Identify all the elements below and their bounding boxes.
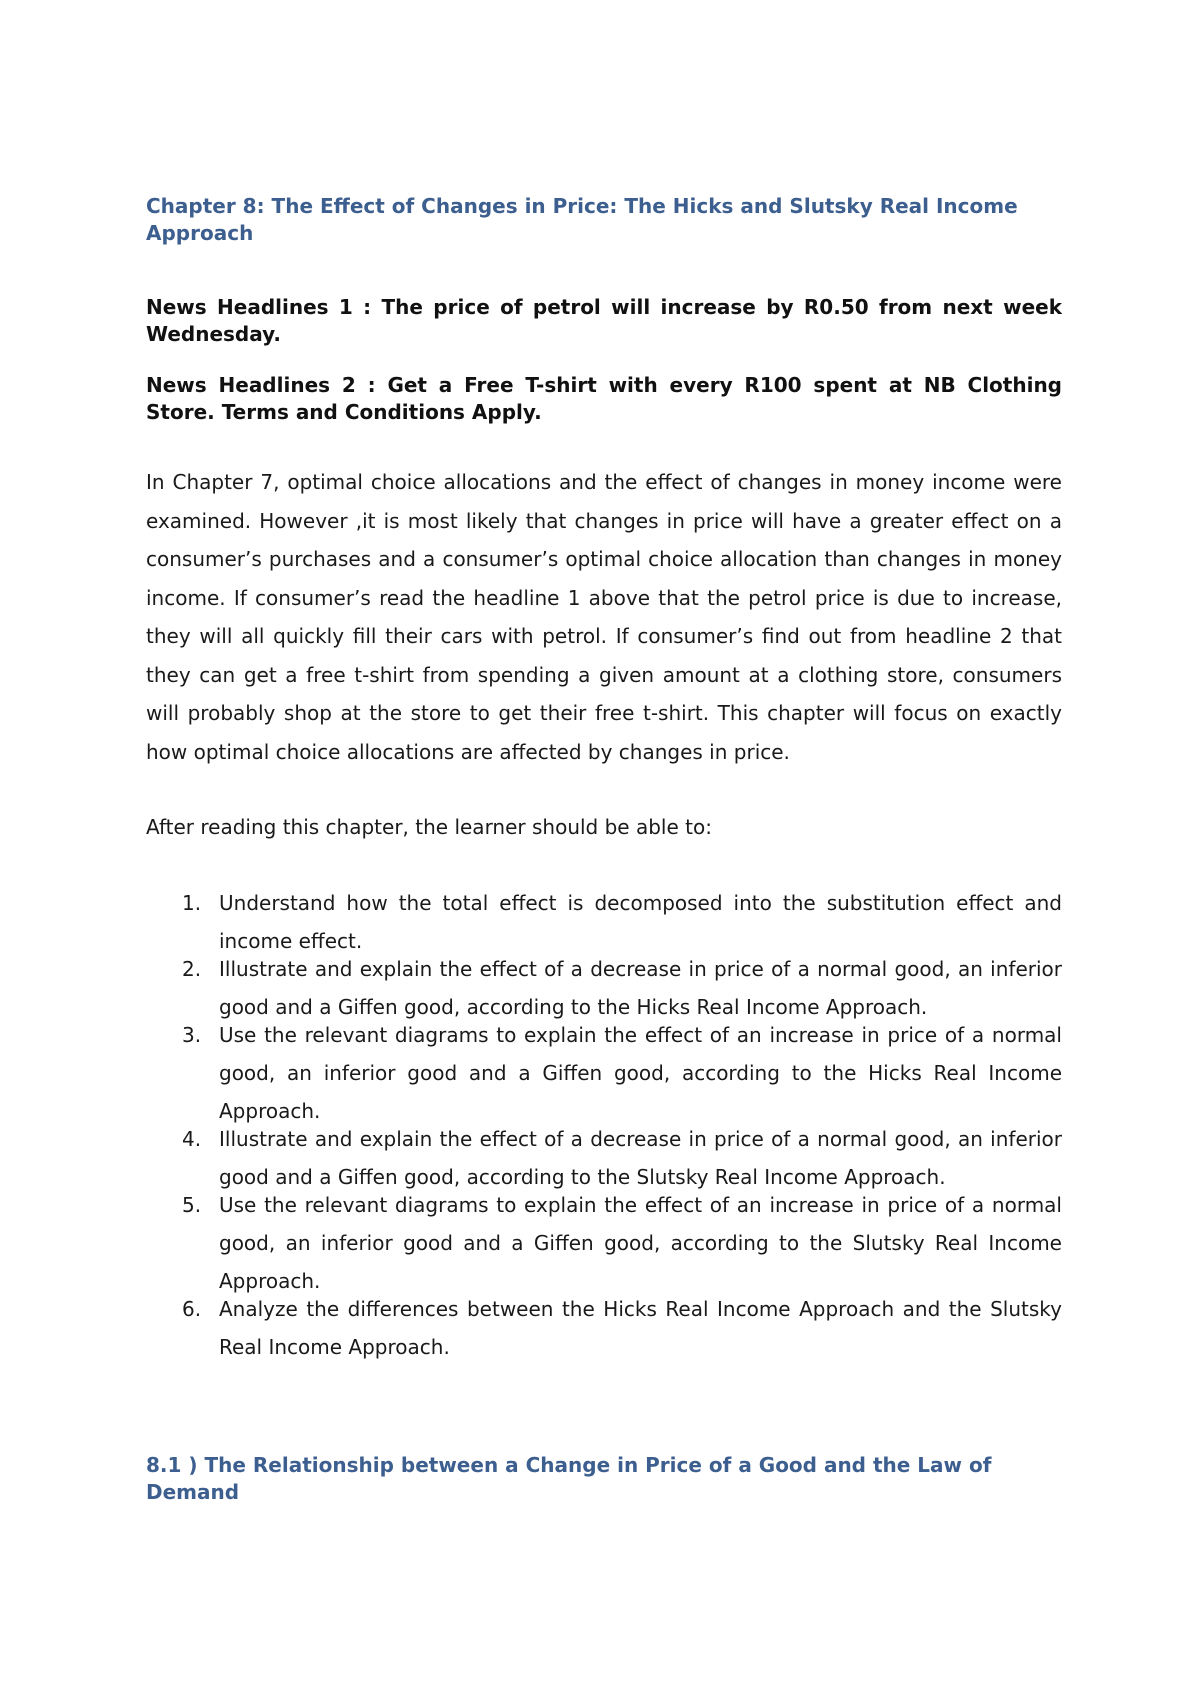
section-heading: 8.1 ) The Relationship between a Change in Price of a Good and the Law of Demand — [146, 1453, 992, 1504]
intro-paragraph: In Chapter 7, optimal choice allocations and the effect of changes in money income were examined. However ,it is most likely that changes in price will have a greater effect on a consumer’s purchases and a consumer’s optimal choice allocation than changes in money income. If consumer’s read the headline 1 above that the petrol price is due to increase, they will all quickly fill their cars with petrol. If consumer’s find out from headline 2 that they can get a free t-shirt from spending a given amount at a clothing store, consumers will probably shop at the store to get their free t-shirt. This chapter will focus on exactly how optimal choice allocations are affected by changes in price. — [146, 470, 1062, 764]
list-item-text: Use the relevant diagrams to explain the effect of an increase in price of a normal good, an inferior good and a Giffen good, according to the Slutsky Real Income Approach. — [219, 1193, 1062, 1293]
list-item — [146, 1120, 1062, 1196]
list-item — [146, 950, 1062, 1026]
list-item-number: 3. — [182, 1023, 202, 1047]
news-headline-2: News Headlines 2 : Get a Free T-shirt with every R100 spent at NB Clothing Store. Terms and Conditions Apply. — [146, 373, 1062, 424]
list-item — [146, 1290, 1062, 1366]
list-item — [146, 884, 1062, 960]
news-headline-1: News Headlines 1 : The price of petrol will increase by R0.50 from next week Wednesday. — [146, 295, 1062, 346]
list-item-number: 4. — [182, 1127, 202, 1151]
list-item-text: Analyze the differences between the Hicks Real Income Approach and the Slutsky Real Income Approach. — [219, 1297, 1062, 1359]
objectives-list — [146, 884, 1062, 1366]
list-item-text: Understand how the total effect is decomposed into the substitution effect and income effect. — [219, 891, 1062, 953]
list-item-number: 1. — [182, 891, 202, 915]
list-item-text: Illustrate and explain the effect of a decrease in price of a normal good, an inferior good and a Giffen good, according to the Slutsky Real Income Approach. — [219, 1127, 1062, 1189]
list-item — [146, 1016, 1062, 1130]
objectives-intro: After reading this chapter, the learner should be able to: — [146, 815, 712, 839]
list-item-text: Illustrate and explain the effect of a decrease in price of a normal good, an inferior good and a Giffen good, according to the Hicks Real Income Approach. — [219, 957, 1062, 1019]
list-item — [146, 1186, 1062, 1300]
list-item-number: 6. — [182, 1297, 202, 1321]
chapter-title: Chapter 8: The Effect of Changes in Price: The Hicks and Slutsky Real Income Approach — [146, 194, 1018, 245]
list-item-text: Use the relevant diagrams to explain the effect of an increase in price of a normal good, an inferior good and a Giffen good, according to the Hicks Real Income Approach. — [219, 1023, 1062, 1123]
document-page — [146, 193, 1062, 1506]
list-item-number: 5. — [182, 1193, 202, 1217]
list-item-number: 2. — [182, 957, 202, 981]
